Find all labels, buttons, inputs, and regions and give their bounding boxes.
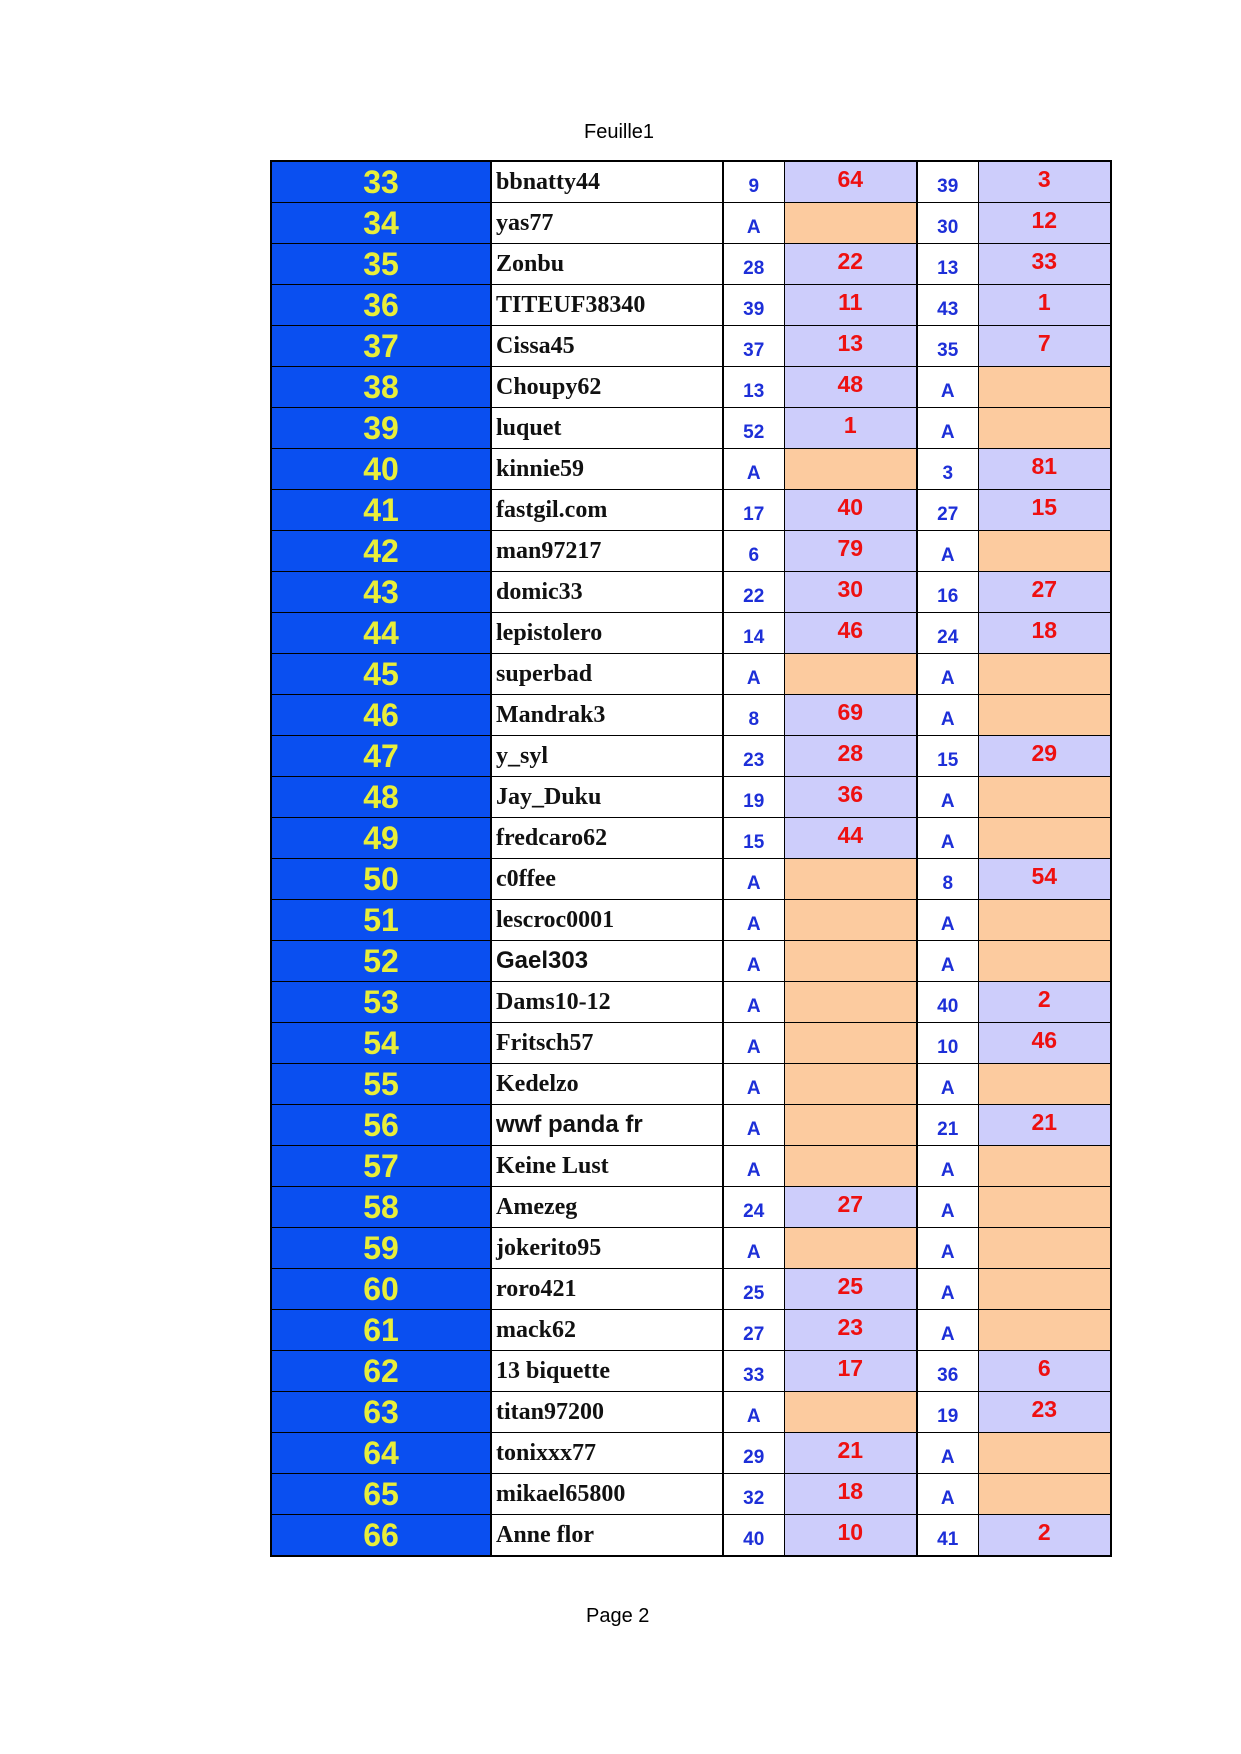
count-cell-2: 10 — [917, 1023, 978, 1064]
position-cell-2 — [978, 818, 1111, 859]
position-cell-1 — [784, 1228, 917, 1269]
player-name-cell: Anne flor — [491, 1515, 723, 1557]
table-row — [271, 1269, 1111, 1310]
position-cell-2 — [978, 1187, 1111, 1228]
position-cell-2: 21 — [978, 1105, 1111, 1146]
position-cell-1: 44 — [784, 818, 917, 859]
table-row — [271, 1187, 1111, 1228]
position-cell-2: 2 — [978, 982, 1111, 1023]
player-name-cell: Amezeg — [491, 1187, 723, 1228]
player-name-cell: mikael65800 — [491, 1474, 723, 1515]
position-cell-1 — [784, 1023, 917, 1064]
count-cell-2: A — [917, 408, 978, 449]
table-row — [271, 161, 1111, 203]
player-name-cell: luquet — [491, 408, 723, 449]
position-cell-1: 40 — [784, 490, 917, 531]
count-cell-2: 16 — [917, 572, 978, 613]
rank-cell: 45 — [271, 654, 491, 695]
count-cell-1: 52 — [723, 408, 784, 449]
count-cell-1: 29 — [723, 1433, 784, 1474]
count-cell-2: A — [917, 1146, 978, 1187]
position-cell-2 — [978, 941, 1111, 982]
table-row — [271, 982, 1111, 1023]
count-cell-2: 19 — [917, 1392, 978, 1433]
position-cell-1: 36 — [784, 777, 917, 818]
count-cell-1: 8 — [723, 695, 784, 736]
rank-cell: 38 — [271, 367, 491, 408]
table-row — [271, 900, 1111, 941]
count-cell-2: A — [917, 1433, 978, 1474]
count-cell-1: 25 — [723, 1269, 784, 1310]
position-cell-1: 27 — [784, 1187, 917, 1228]
ranking-table-body — [271, 161, 1111, 1556]
count-cell-2: A — [917, 1228, 978, 1269]
position-cell-2 — [978, 1064, 1111, 1105]
count-cell-1: A — [723, 449, 784, 490]
player-name-cell: superbad — [491, 654, 723, 695]
count-cell-2: A — [917, 654, 978, 695]
position-cell-2 — [978, 1269, 1111, 1310]
table-row — [271, 1515, 1111, 1557]
count-cell-1: A — [723, 941, 784, 982]
count-cell-2: 41 — [917, 1515, 978, 1557]
ranking-table — [270, 160, 1112, 1557]
position-cell-2 — [978, 1228, 1111, 1269]
position-cell-1: 10 — [784, 1515, 917, 1557]
player-name-cell: Cissa45 — [491, 326, 723, 367]
rank-cell: 53 — [271, 982, 491, 1023]
count-cell-1: 23 — [723, 736, 784, 777]
count-cell-2: A — [917, 1310, 978, 1351]
count-cell-1: 13 — [723, 367, 784, 408]
table-row — [271, 408, 1111, 449]
rank-cell: 57 — [271, 1146, 491, 1187]
player-name-cell: Keine Lust — [491, 1146, 723, 1187]
count-cell-1: 9 — [723, 161, 784, 203]
count-cell-2: 3 — [917, 449, 978, 490]
table-row — [271, 736, 1111, 777]
rank-cell: 58 — [271, 1187, 491, 1228]
player-name-cell: lescroc0001 — [491, 900, 723, 941]
count-cell-2: A — [917, 695, 978, 736]
table-row — [271, 285, 1111, 326]
player-name-cell: Mandrak3 — [491, 695, 723, 736]
count-cell-2: A — [917, 1269, 978, 1310]
count-cell-1: 14 — [723, 613, 784, 654]
rank-cell: 61 — [271, 1310, 491, 1351]
position-cell-1: 25 — [784, 1269, 917, 1310]
count-cell-1: A — [723, 1228, 784, 1269]
position-cell-1: 23 — [784, 1310, 917, 1351]
position-cell-2: 2 — [978, 1515, 1111, 1557]
rank-cell: 56 — [271, 1105, 491, 1146]
count-cell-1: A — [723, 1064, 784, 1105]
position-cell-1 — [784, 1105, 917, 1146]
player-name-cell: Jay_Duku — [491, 777, 723, 818]
position-cell-2: 29 — [978, 736, 1111, 777]
position-cell-2 — [978, 1433, 1111, 1474]
position-cell-1: 1 — [784, 408, 917, 449]
count-cell-1: A — [723, 1392, 784, 1433]
player-name-cell: man97217 — [491, 531, 723, 572]
position-cell-2 — [978, 777, 1111, 818]
count-cell-2: A — [917, 818, 978, 859]
player-name-cell: Choupy62 — [491, 367, 723, 408]
rank-cell: 54 — [271, 1023, 491, 1064]
position-cell-1: 79 — [784, 531, 917, 572]
position-cell-1: 17 — [784, 1351, 917, 1392]
position-cell-1: 13 — [784, 326, 917, 367]
count-cell-2: 24 — [917, 613, 978, 654]
player-name-cell: Gael303 — [491, 941, 723, 982]
position-cell-2 — [978, 367, 1111, 408]
rank-cell: 51 — [271, 900, 491, 941]
position-cell-2: 1 — [978, 285, 1111, 326]
rank-cell: 49 — [271, 818, 491, 859]
player-name-cell: fastgil.com — [491, 490, 723, 531]
position-cell-2 — [978, 695, 1111, 736]
position-cell-1: 30 — [784, 572, 917, 613]
rank-cell: 35 — [271, 244, 491, 285]
position-cell-2: 3 — [978, 161, 1111, 203]
rank-cell: 46 — [271, 695, 491, 736]
count-cell-1: A — [723, 1023, 784, 1064]
player-name-cell: lepistolero — [491, 613, 723, 654]
position-cell-2 — [978, 1474, 1111, 1515]
player-name-cell: yas77 — [491, 203, 723, 244]
position-cell-1 — [784, 449, 917, 490]
table-row — [271, 941, 1111, 982]
table-row — [271, 613, 1111, 654]
table-row — [271, 1351, 1111, 1392]
player-name-cell: Dams10-12 — [491, 982, 723, 1023]
table-row — [271, 1392, 1111, 1433]
position-cell-2 — [978, 408, 1111, 449]
count-cell-1: 40 — [723, 1515, 784, 1557]
table-row — [271, 531, 1111, 572]
table-row — [271, 572, 1111, 613]
position-cell-2: 7 — [978, 326, 1111, 367]
rank-cell: 36 — [271, 285, 491, 326]
table-row — [271, 818, 1111, 859]
player-name-cell: roro421 — [491, 1269, 723, 1310]
player-name-cell: mack62 — [491, 1310, 723, 1351]
position-cell-1 — [784, 1064, 917, 1105]
table-row — [271, 244, 1111, 285]
position-cell-1: 46 — [784, 613, 917, 654]
rank-cell: 40 — [271, 449, 491, 490]
rank-cell: 33 — [271, 161, 491, 203]
player-name-cell: TITEUF38340 — [491, 285, 723, 326]
rank-cell: 47 — [271, 736, 491, 777]
player-name-cell: y_syl — [491, 736, 723, 777]
rank-cell: 59 — [271, 1228, 491, 1269]
rank-cell: 66 — [271, 1515, 491, 1557]
table-row — [271, 1228, 1111, 1269]
table-row — [271, 1064, 1111, 1105]
count-cell-2: A — [917, 1187, 978, 1228]
position-cell-1: 21 — [784, 1433, 917, 1474]
table-row — [271, 1433, 1111, 1474]
count-cell-1: 19 — [723, 777, 784, 818]
position-cell-2: 18 — [978, 613, 1111, 654]
count-cell-1: 6 — [723, 531, 784, 572]
position-cell-2 — [978, 1146, 1111, 1187]
count-cell-1: 39 — [723, 285, 784, 326]
rank-cell: 50 — [271, 859, 491, 900]
count-cell-1: A — [723, 982, 784, 1023]
position-cell-2: 23 — [978, 1392, 1111, 1433]
count-cell-2: 36 — [917, 1351, 978, 1392]
position-cell-1 — [784, 203, 917, 244]
count-cell-1: A — [723, 654, 784, 695]
count-cell-1: A — [723, 859, 784, 900]
player-name-cell: tonixxx77 — [491, 1433, 723, 1474]
rank-cell: 60 — [271, 1269, 491, 1310]
table-row — [271, 490, 1111, 531]
count-cell-1: 27 — [723, 1310, 784, 1351]
count-cell-2: A — [917, 367, 978, 408]
position-cell-2 — [978, 654, 1111, 695]
player-name-cell: bbnatty44 — [491, 161, 723, 203]
sheet-title-text: Feuille1 — [584, 121, 655, 143]
count-cell-2: A — [917, 900, 978, 941]
count-cell-1: 28 — [723, 244, 784, 285]
table-row — [271, 1023, 1111, 1064]
rank-cell: 48 — [271, 777, 491, 818]
count-cell-1: 32 — [723, 1474, 784, 1515]
table-row — [271, 1105, 1111, 1146]
table-row — [271, 859, 1111, 900]
position-cell-1 — [784, 941, 917, 982]
count-cell-2: 13 — [917, 244, 978, 285]
rank-cell: 43 — [271, 572, 491, 613]
count-cell-2: A — [917, 531, 978, 572]
position-cell-2: 12 — [978, 203, 1111, 244]
count-cell-1: A — [723, 1105, 784, 1146]
table-row — [271, 777, 1111, 818]
player-name-cell: 13 biquette — [491, 1351, 723, 1392]
position-cell-1: 64 — [784, 161, 917, 203]
player-name-cell: titan97200 — [491, 1392, 723, 1433]
rank-cell: 44 — [271, 613, 491, 654]
table-row — [271, 367, 1111, 408]
table-row — [271, 1474, 1111, 1515]
count-cell-1: A — [723, 203, 784, 244]
position-cell-2: 15 — [978, 490, 1111, 531]
player-name-cell: Kedelzo — [491, 1064, 723, 1105]
position-cell-2: 81 — [978, 449, 1111, 490]
position-cell-2: 54 — [978, 859, 1111, 900]
position-cell-1: 22 — [784, 244, 917, 285]
player-name-cell: kinnie59 — [491, 449, 723, 490]
table-row — [271, 1310, 1111, 1351]
count-cell-2: A — [917, 1474, 978, 1515]
count-cell-2: 40 — [917, 982, 978, 1023]
position-cell-1 — [784, 654, 917, 695]
count-cell-2: 15 — [917, 736, 978, 777]
player-name-cell: Fritsch57 — [491, 1023, 723, 1064]
position-cell-1: 28 — [784, 736, 917, 777]
count-cell-2: 30 — [917, 203, 978, 244]
position-cell-1 — [784, 1392, 917, 1433]
rank-cell: 52 — [271, 941, 491, 982]
count-cell-1: A — [723, 1146, 784, 1187]
count-cell-2: 21 — [917, 1105, 978, 1146]
position-cell-1: 11 — [784, 285, 917, 326]
rank-cell: 65 — [271, 1474, 491, 1515]
rank-cell: 39 — [271, 408, 491, 449]
position-cell-1 — [784, 1146, 917, 1187]
position-cell-2: 33 — [978, 244, 1111, 285]
position-cell-2: 46 — [978, 1023, 1111, 1064]
count-cell-2: 43 — [917, 285, 978, 326]
position-cell-1: 18 — [784, 1474, 917, 1515]
count-cell-1: 24 — [723, 1187, 784, 1228]
count-cell-1: 33 — [723, 1351, 784, 1392]
position-cell-1 — [784, 900, 917, 941]
rank-cell: 37 — [271, 326, 491, 367]
position-cell-1 — [784, 859, 917, 900]
position-cell-1: 69 — [784, 695, 917, 736]
count-cell-2: A — [917, 941, 978, 982]
player-name-cell: jokerito95 — [491, 1228, 723, 1269]
count-cell-2: 27 — [917, 490, 978, 531]
rank-cell: 41 — [271, 490, 491, 531]
position-cell-2 — [978, 900, 1111, 941]
position-cell-2: 6 — [978, 1351, 1111, 1392]
count-cell-2: A — [917, 777, 978, 818]
rank-cell: 34 — [271, 203, 491, 244]
count-cell-1: 15 — [723, 818, 784, 859]
player-name-cell: domic33 — [491, 572, 723, 613]
position-cell-2 — [978, 1310, 1111, 1351]
page-number: Page 2 — [586, 1605, 650, 1627]
count-cell-2: 8 — [917, 859, 978, 900]
count-cell-1: 37 — [723, 326, 784, 367]
table-row — [271, 326, 1111, 367]
rank-cell: 63 — [271, 1392, 491, 1433]
player-name-cell: Zonbu — [491, 244, 723, 285]
table-row — [271, 449, 1111, 490]
table-row — [271, 695, 1111, 736]
table-row — [271, 203, 1111, 244]
player-name-cell: fredcaro62 — [491, 818, 723, 859]
player-name-cell: c0ffee — [491, 859, 723, 900]
position-cell-1: 48 — [784, 367, 917, 408]
rank-cell: 64 — [271, 1433, 491, 1474]
table-row — [271, 1146, 1111, 1187]
rank-cell: 55 — [271, 1064, 491, 1105]
position-cell-1 — [784, 982, 917, 1023]
count-cell-1: A — [723, 900, 784, 941]
position-cell-2: 27 — [978, 572, 1111, 613]
count-cell-2: A — [917, 1064, 978, 1105]
player-name-cell: wwf panda fr — [491, 1105, 723, 1146]
count-cell-2: 39 — [917, 161, 978, 203]
rank-cell: 62 — [271, 1351, 491, 1392]
count-cell-1: 17 — [723, 490, 784, 531]
count-cell-1: 22 — [723, 572, 784, 613]
count-cell-2: 35 — [917, 326, 978, 367]
table-row — [271, 654, 1111, 695]
rank-cell: 42 — [271, 531, 491, 572]
position-cell-2 — [978, 531, 1111, 572]
